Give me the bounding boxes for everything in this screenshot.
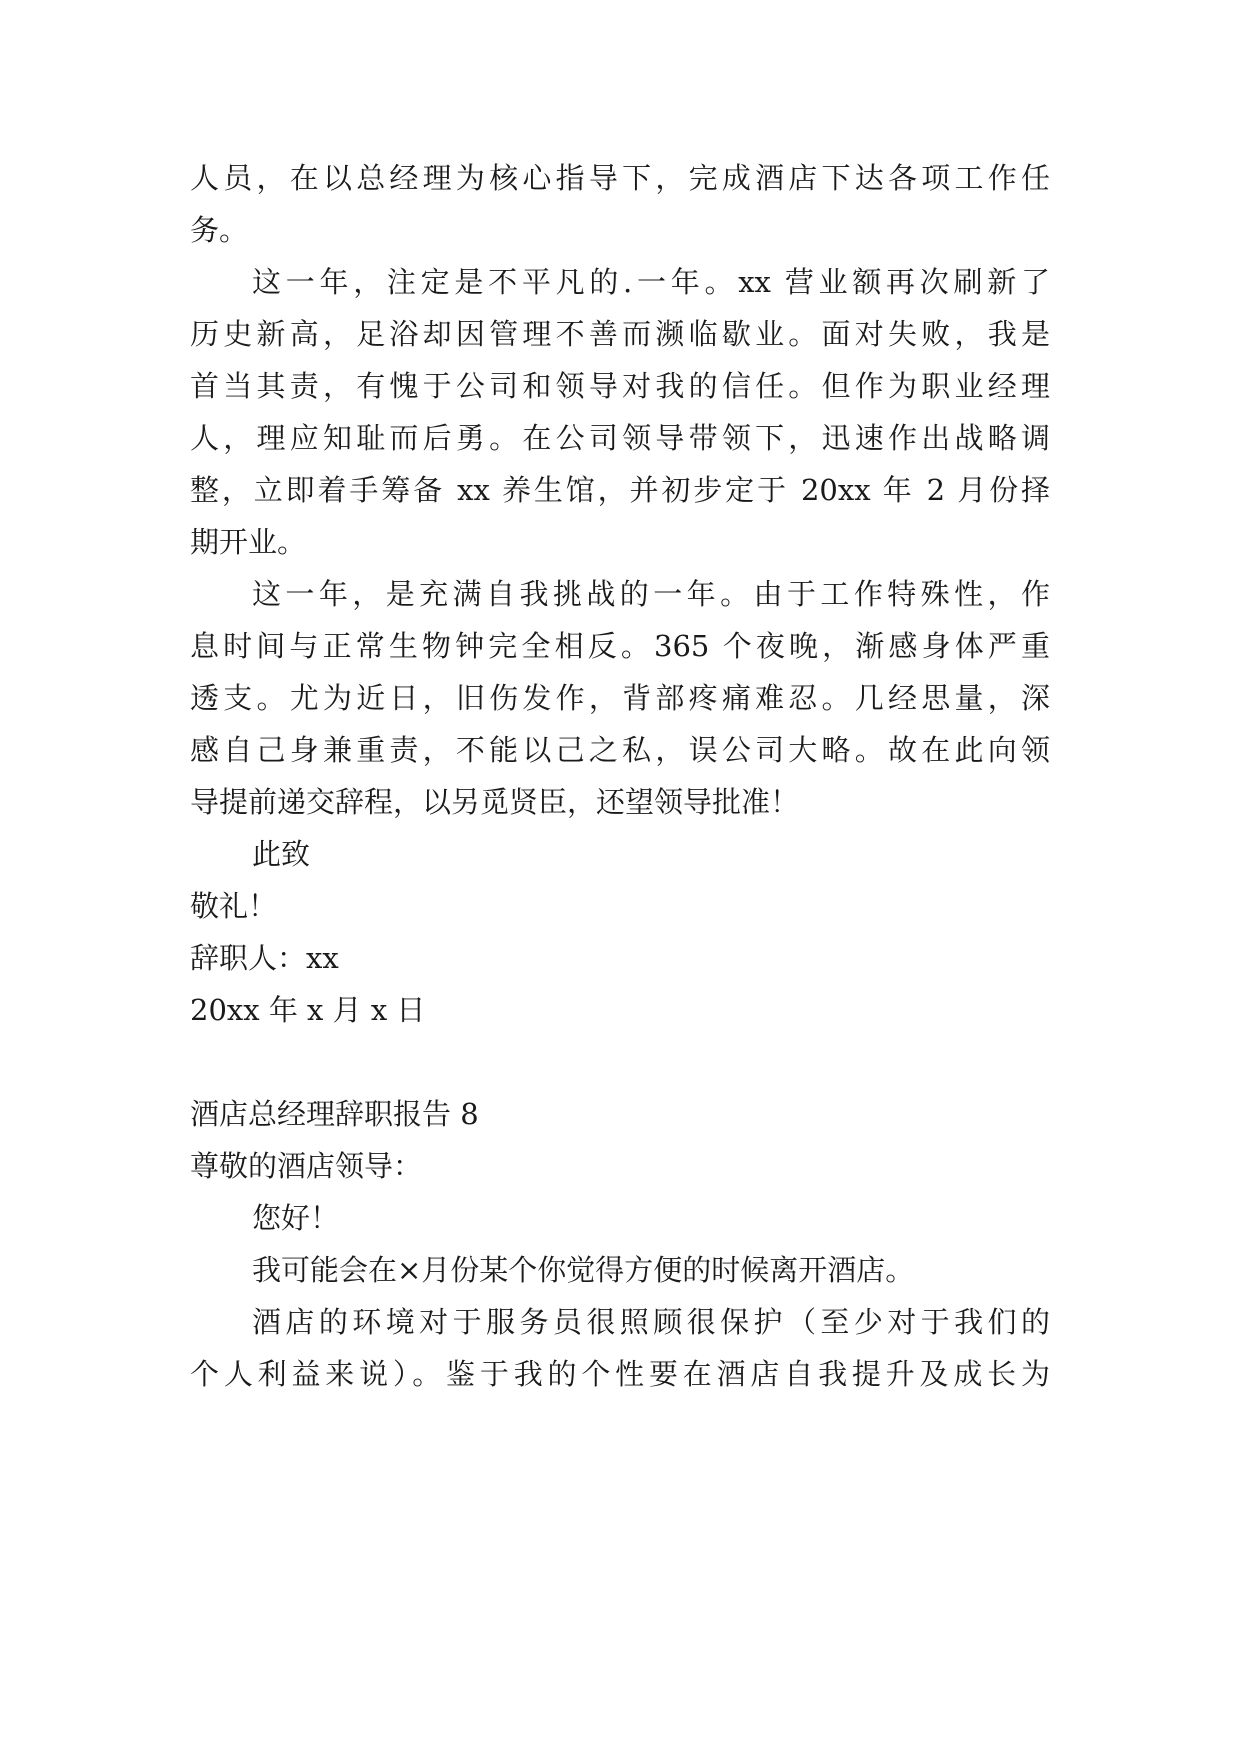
- paragraph-line: 导提前递交辞程，以另觅贤臣，还望领导批准！: [190, 785, 800, 819]
- paragraph-line: 息时间与正常生物钟完全相反。365 个夜晚，渐感身体严重: [190, 629, 1050, 663]
- signature-date: 20xx 年 x 月 x 日: [190, 993, 426, 1027]
- paragraph-line: 酒店的环境对于服务员很照顾很保护（至少对于我们的: [252, 1305, 1050, 1339]
- paragraph-line: 务。: [190, 213, 249, 247]
- paragraph-line: 历史新高，足浴却因管理不善而濒临歇业。面对失败，我是: [190, 317, 1050, 351]
- paragraph-line: 这一年，注定是不平凡的.一年。xx 营业额再次刷新了: [252, 265, 1050, 299]
- section-title: 酒店总经理辞职报告 8: [190, 1097, 479, 1131]
- closing-salutation: 此致: [252, 837, 311, 871]
- paragraph-line: 感自己身兼重责，不能以己之私，误公司大略。故在此向领: [190, 733, 1050, 767]
- paragraph-line: 人员，在以总经理为核心指导下，完成酒店下达各项工作任: [190, 161, 1050, 195]
- paragraph-line: 我可能会在×月份某个你觉得方便的时候离开酒店。: [252, 1253, 915, 1287]
- paragraph-line: 人，理应知耻而后勇。在公司领导带领下，迅速作出战略调: [190, 421, 1050, 455]
- paragraph-line: 这一年，是充满自我挑战的一年。由于工作特殊性，作: [252, 577, 1050, 611]
- paragraph-line: 透支。尤为近日，旧伤发作，背部疼痛难忍。几经思量，深: [190, 681, 1050, 715]
- paragraph-line: 期开业。: [190, 525, 307, 559]
- signature-name: 辞职人：xx: [190, 941, 339, 975]
- paragraph-line: 首当其责，有愧于公司和领导对我的信任。但作为职业经理: [190, 369, 1050, 403]
- paragraph-line: 个人利益来说）。鉴于我的个性要在酒店自我提升及成长为: [190, 1357, 1050, 1391]
- closing-regards: 敬礼！: [190, 889, 278, 923]
- paragraph-line: 整，立即着手筹备 xx 养生馆，并初步定于 20xx 年 2 月份择: [190, 473, 1050, 507]
- greeting-recipient: 尊敬的酒店领导：: [190, 1149, 423, 1183]
- greeting-hello: 您好！: [252, 1201, 340, 1235]
